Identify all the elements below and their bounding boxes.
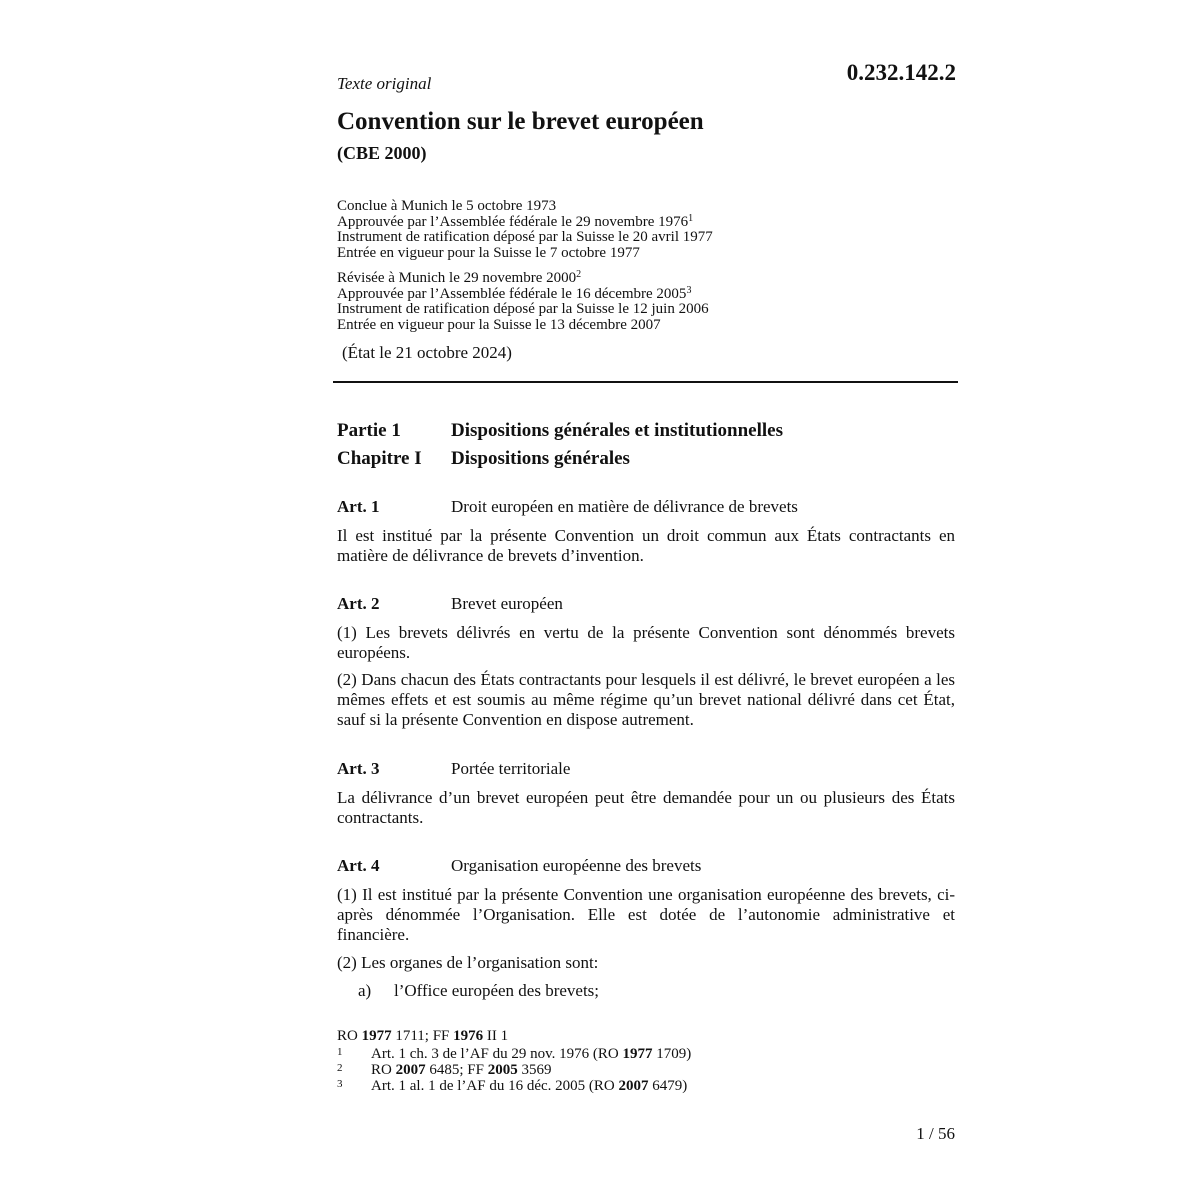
chapter-heading	[337, 448, 630, 470]
revised-entry-line: Entrée en vigueur pour la Suisse le 13 décembre 2007	[337, 316, 661, 333]
article-paragraph: La délivrance d’un brevet européen peut être demandée pour un ou plusieurs des États contractants.	[337, 788, 955, 827]
approved-line: Approuvée par l’Assemblée fédérale le 29 novembre 1976$^1$	[337, 212, 694, 230]
article-heading	[337, 856, 701, 876]
article-title: Brevet européen	[451, 594, 563, 613]
original-adoption-info	[337, 199, 713, 261]
footnote-ref: 3	[686, 284, 692, 296]
article-paragraph: (1) Les brevets délivrés en vertu de la présente Convention sont dénommés brevets européens.	[337, 623, 955, 662]
list-item-letter: a)	[358, 981, 372, 1000]
article-title: Organisation européenne des brevets	[451, 856, 702, 875]
list-item-text: l’Office européen des brevets;	[394, 981, 600, 1000]
part-label: Partie 1	[337, 420, 401, 441]
footnote: 1 Art. 1 ch. 3 de l’AF du 29 nov. 1976 (RO 1977 1709)	[337, 1046, 692, 1062]
footnote: 2 RO 2007 6485; FF 2005 3569	[337, 1062, 552, 1078]
revised-approved-line: Approuvée par l’Assemblée fédérale le 16 décembre 2005$^3$	[337, 284, 692, 302]
article-heading	[337, 759, 570, 779]
revision-info	[337, 271, 709, 333]
chapter-title: Dispositions générales	[451, 448, 630, 469]
article-heading	[337, 497, 798, 517]
page-number: 1 / 56	[916, 1124, 955, 1143]
chapter-label: Chapitre I	[337, 448, 422, 469]
article-paragraph: (2) Les organes de l’organisation sont:	[337, 953, 599, 972]
footnote-ref: 1	[688, 212, 694, 224]
original-text-label: Texte original	[337, 74, 432, 93]
article-paragraph: Il est institué par la présente Convention un droit commun aux États contractants en matière de délivrance de brevets d’invention.	[337, 526, 955, 565]
document-page	[337, 0, 955, 1200]
article-number: Art. 2	[337, 594, 380, 613]
article-title: Portée territoriale	[451, 759, 571, 778]
document-title: Convention sur le brevet européen	[337, 108, 704, 135]
header-divider	[333, 381, 958, 383]
status-date: (État le 21 octobre 2024)	[342, 343, 512, 362]
document-subtitle: (CBE 2000)	[337, 143, 427, 163]
article-paragraph: (2) Dans chacun des États contractants pour lesquels il est délivré, le brevet européen a les mêmes effets et est soumis au même régime qu’un brevet national délivré dans cet État, sauf si la présente Convention en dispose autrement.	[337, 670, 955, 729]
entry-line: Entrée en vigueur pour la Suisse le 7 octobre 1977	[337, 244, 640, 261]
article-heading	[337, 594, 563, 614]
article-number: Art. 1	[337, 497, 380, 516]
publication-reference: RO 1977 1711; FF 1976 II 1	[337, 1028, 509, 1044]
sr-number: 0.232.142.2	[846, 60, 956, 85]
revised-line: Révisée à Munich le 29 novembre 2000$^2$	[337, 269, 582, 286]
footnote: 3 Art. 1 al. 1 de l’AF du 16 déc. 2005 (RO 2007 6479)	[337, 1078, 688, 1094]
article-paragraph: (1) Il est institué par la présente Convention une organisation européenne des brevets, ci-après dénommée l’Organisation. Elle est dotée de l’autonomie administrative et financière.	[337, 885, 955, 944]
ratification-line: Instrument de ratification déposé par la Suisse le 20 avril 1977	[337, 229, 713, 245]
list-item	[358, 981, 599, 1001]
part-heading	[337, 420, 783, 442]
article-title: Droit européen en matière de délivrance de brevets	[451, 497, 798, 516]
article-number: Art. 4	[337, 856, 380, 875]
footnote-ref: 2	[576, 269, 582, 280]
revised-ratification-line: Instrument de ratification déposé par la Suisse le 12 juin 2006	[337, 301, 709, 317]
article-number: Art. 3	[337, 759, 380, 778]
part-title: Dispositions générales et institutionnelles	[451, 420, 783, 441]
concluded-line: Conclue à Munich le 5 octobre 1973	[337, 198, 557, 214]
